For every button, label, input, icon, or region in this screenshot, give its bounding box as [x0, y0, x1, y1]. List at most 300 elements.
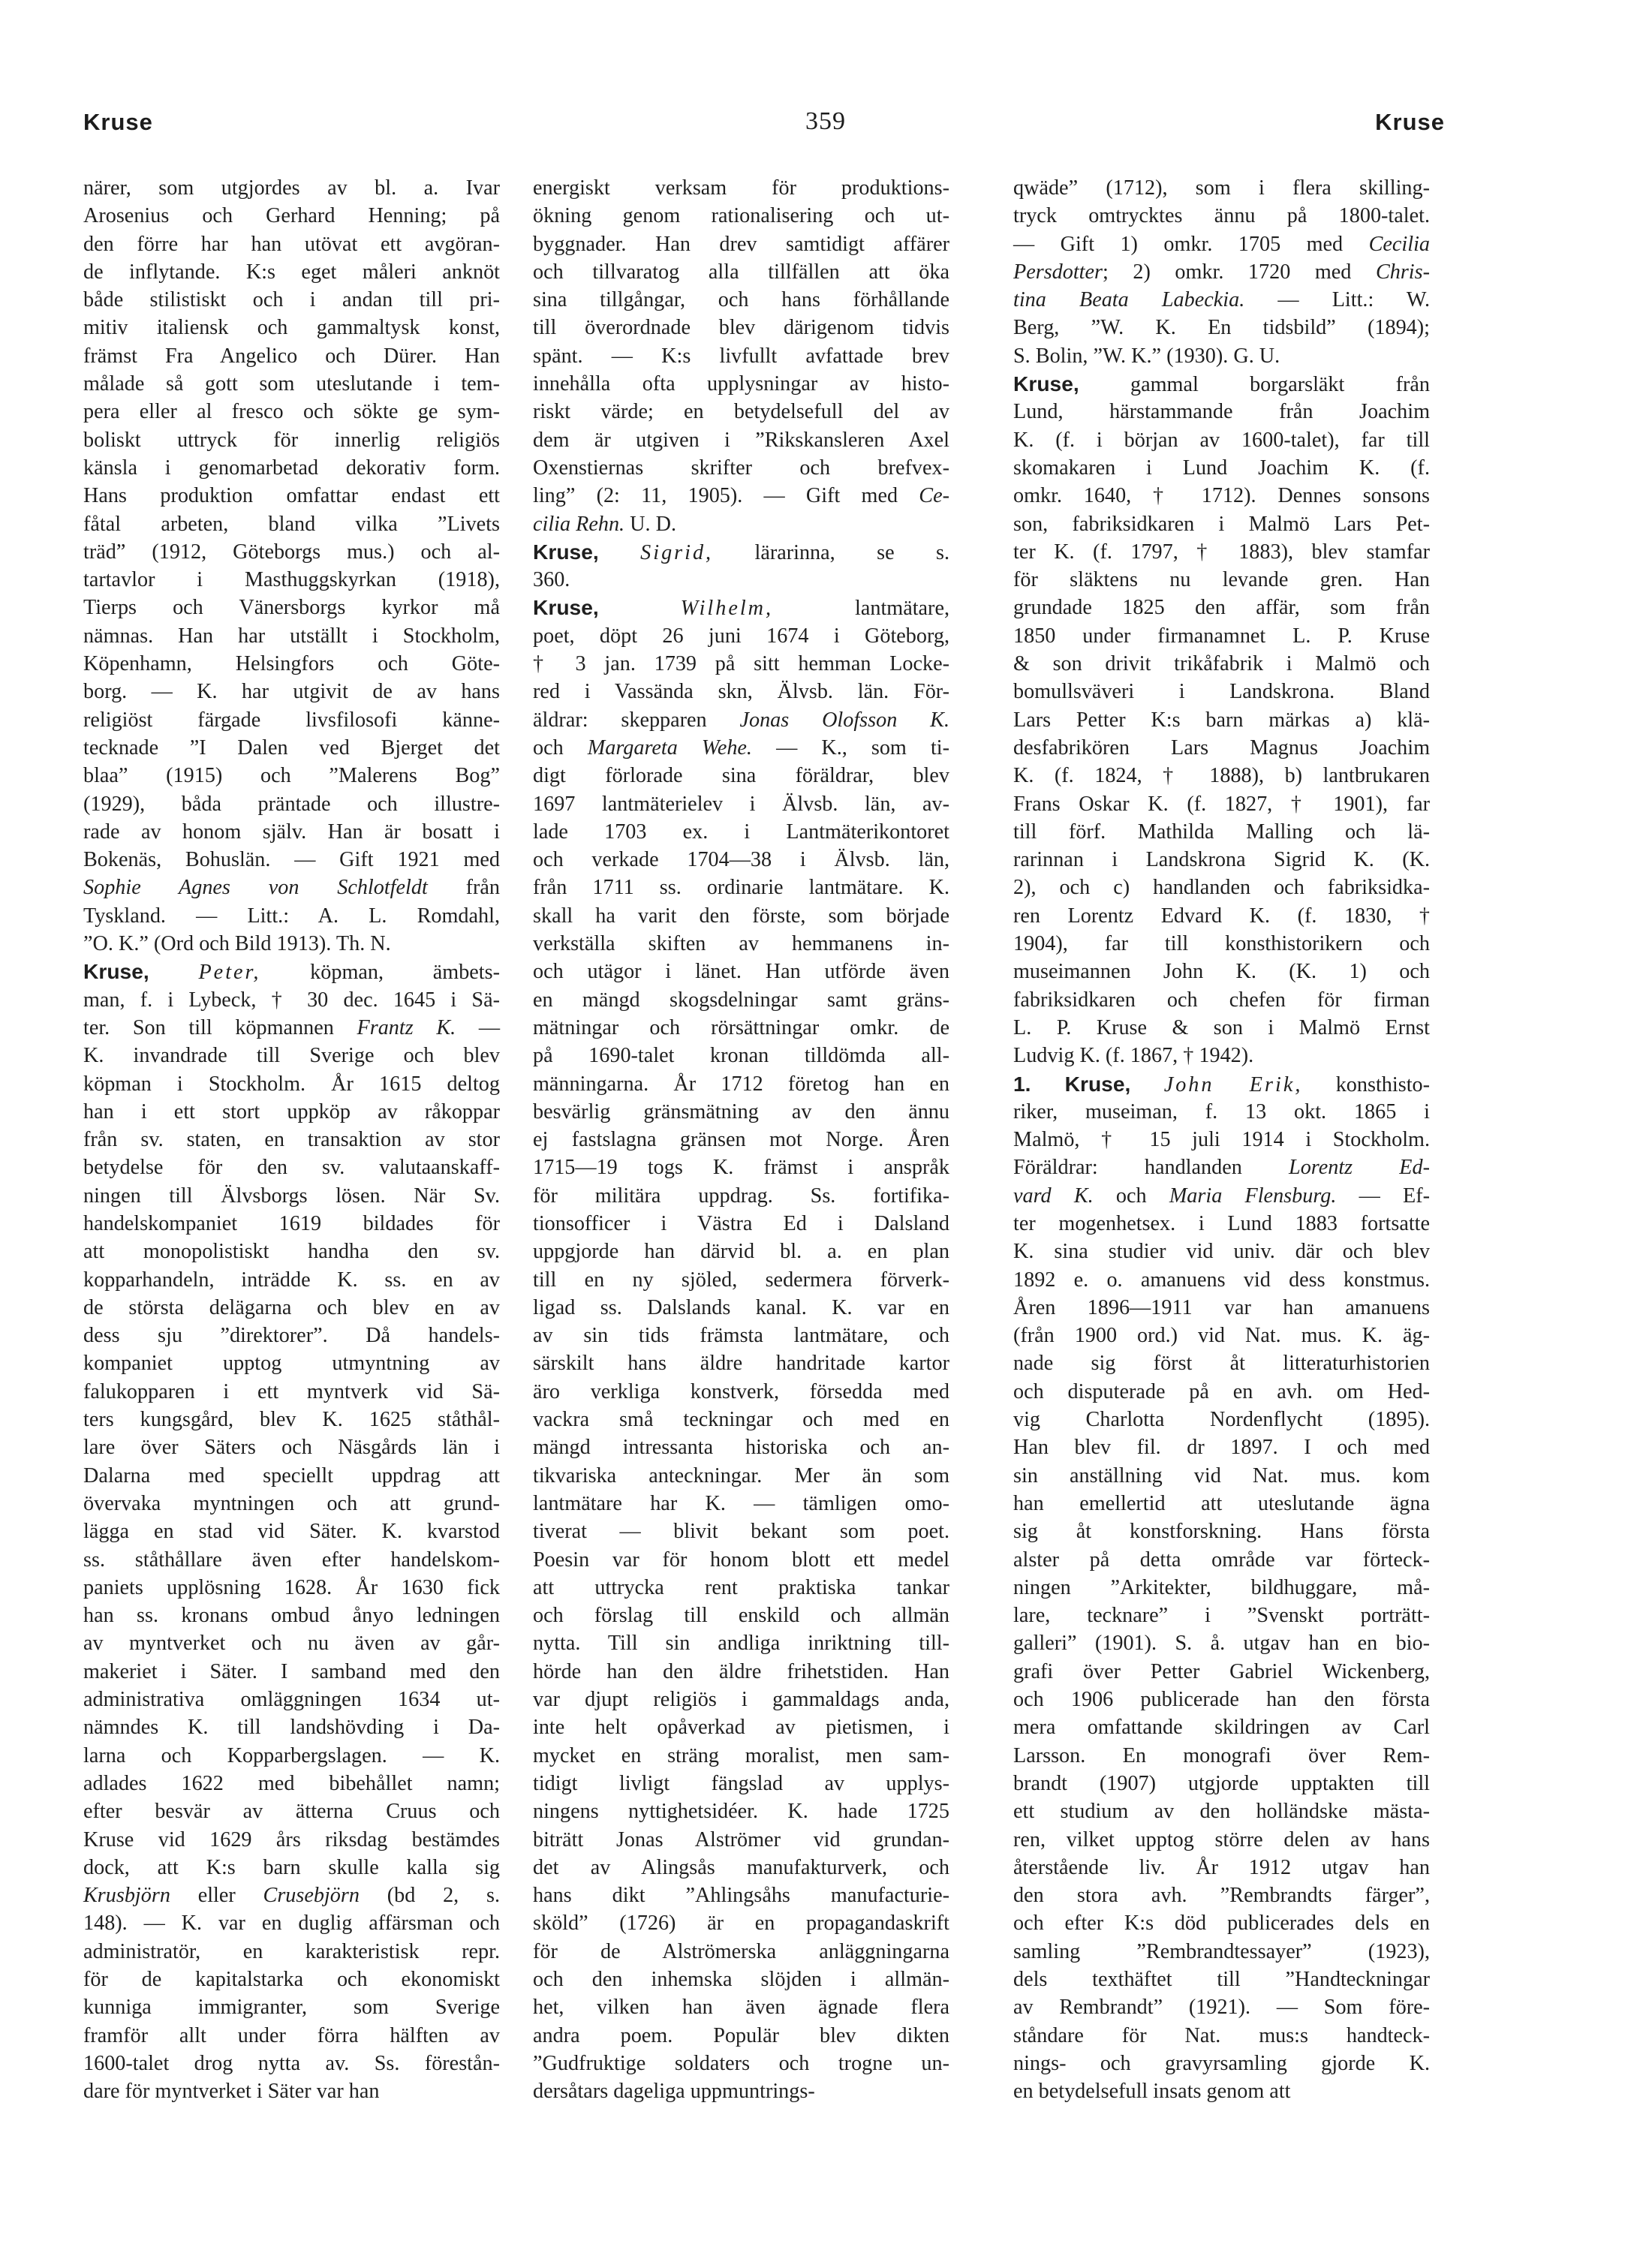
- text-segment: från: [427, 876, 500, 900]
- text-line: [1013, 1322, 1430, 1349]
- text-line: [1013, 874, 1430, 901]
- text-segment: kopparhandeln, inträdde K. ss. en av: [83, 1268, 500, 1292]
- text-segment: borg. — K. har utgivit de av hans: [83, 680, 500, 704]
- text-line: [533, 1993, 949, 2021]
- text-segment: och efter K:s död publicerades dels en: [1013, 1912, 1430, 1936]
- italic-name: Persdotter: [1013, 260, 1103, 284]
- text-segment: desfabrikören Lars Magnus Joachim: [1013, 735, 1430, 760]
- text-segment: samling ”Rembrandtessayer” (1923),: [1013, 1939, 1430, 1963]
- text-line: [83, 1938, 500, 1966]
- text-segment: efter besvär av ätterna Cruus och: [83, 1800, 500, 1824]
- text-segment: lantmätare,: [773, 597, 949, 621]
- text-line: [533, 1966, 949, 1993]
- text-line: [1013, 538, 1430, 566]
- text-segment: Köpenhamn, Helsingfors och Göte-: [83, 652, 500, 676]
- text-line: [533, 1686, 949, 1713]
- text-segment: kompaniet upptog utmyntning av: [83, 1352, 500, 1376]
- text-segment: Han blev fil. dr 1897. I och med: [1013, 1436, 1430, 1460]
- text-line: [533, 230, 949, 258]
- text-line: [83, 1266, 500, 1294]
- text-segment: Tierps och Vänersborgs kyrkor må: [83, 596, 500, 620]
- text-column-2: [533, 174, 949, 2105]
- text-line: [1013, 1042, 1430, 1069]
- text-segment: ren, vilket upptog större delen av hans: [1013, 1827, 1430, 1851]
- text-line: [83, 986, 500, 1014]
- italic-name: vard K.: [1013, 1184, 1094, 1208]
- text-segment: ss. ståthållare även efter handelskom-: [83, 1548, 500, 1572]
- text-segment: 1904), far till konsthistorikern och: [1013, 932, 1430, 956]
- text-line: [83, 510, 500, 538]
- text-segment: mängd intressanta historiska och an-: [533, 1436, 949, 1460]
- text-line: [83, 1770, 500, 1797]
- text-segment: pera eller al fresco och sökte ge sym-: [83, 400, 500, 424]
- text-segment: att uttrycka rent praktiska tankar: [533, 1575, 949, 1599]
- text-line: [533, 1658, 949, 1686]
- text-segment: ningen ”Arkitekter, bildhuggare, må-: [1013, 1575, 1430, 1599]
- italic-name: Sophie Agnes von Schlotfeldt: [83, 876, 428, 900]
- text-segment: han ss. kronans ombud ånyo ledningen: [83, 1604, 500, 1628]
- text-line: [83, 314, 500, 341]
- text-line: [1013, 1938, 1430, 1966]
- text-segment: både stilistiskt och i andan till pri-: [83, 288, 500, 312]
- text-segment: av sin tids främsta lantmätare, och: [533, 1324, 949, 1348]
- text-line: [83, 1154, 500, 1181]
- text-line: [1013, 678, 1430, 705]
- text-line: [83, 1210, 500, 1238]
- text-line: [533, 566, 949, 594]
- text-line: [1013, 1546, 1430, 1574]
- text-line: [1013, 1182, 1430, 1210]
- text-line: [533, 1378, 949, 1406]
- text-segment: sig åt konstforskning. Hans första: [1013, 1520, 1430, 1544]
- text-segment: ett studium av den holländske mästa-: [1013, 1800, 1430, 1824]
- text-segment: nytta. Till sin andliga inriktning till-: [533, 1632, 949, 1656]
- text-segment: tryck omtrycktes ännu på 1800-talet.: [1013, 204, 1430, 228]
- text-segment: ren Lorentz Edvard K. (f. 1830, †: [1013, 904, 1430, 928]
- text-line: [1013, 1266, 1430, 1294]
- text-segment: för de kapitalstarka och ekonomiskt: [83, 1968, 500, 1991]
- text-line: [533, 1770, 949, 1797]
- text-segment: besvärlig gränsmätning av den ännu: [533, 1099, 949, 1124]
- text-segment: bomullsväveri i Landskrona. Bland: [1013, 680, 1430, 704]
- text-line: [1013, 454, 1430, 482]
- text-line: [83, 1546, 500, 1574]
- spaced-forename: Wilhelm,: [680, 597, 774, 621]
- text-line: [83, 1433, 500, 1461]
- text-line: [533, 1098, 949, 1126]
- text-segment: [599, 597, 681, 620]
- text-segment: Bokenäs, Bohuslän. — Gift 1921 med: [83, 848, 500, 872]
- text-line: [1013, 1574, 1430, 1602]
- text-line: [83, 1238, 500, 1265]
- text-segment: och förslag till enskild och allmän: [533, 1604, 949, 1628]
- text-line: [83, 1182, 500, 1210]
- text-segment: ståndare för Nat. mus:s handteck-: [1013, 2023, 1430, 2047]
- text-segment: Hans produktion omfattar endast ett: [83, 484, 500, 508]
- text-line: [1013, 174, 1430, 202]
- text-line: [1013, 2050, 1430, 2077]
- text-segment: [599, 541, 640, 564]
- text-line: [83, 1014, 500, 1042]
- text-segment: köpman i Stockholm. År 1615 deltog: [83, 1072, 500, 1096]
- text-line: [1013, 1686, 1430, 1713]
- text-line: [1013, 1826, 1430, 1854]
- text-line: [1013, 1797, 1430, 1825]
- text-segment: Poesin var för honom blott ett medel: [533, 1548, 949, 1572]
- text-segment: qwäde” (1712), som i flera skilling-: [1013, 176, 1430, 200]
- text-line: [1013, 370, 1430, 398]
- text-line: [533, 426, 949, 454]
- text-segment: mitiv italiensk och gammaltysk konst,: [83, 316, 500, 340]
- text-segment: Malmö, † 15 juli 1914 i Stockholm.: [1013, 1128, 1430, 1152]
- text-line: [1013, 1909, 1430, 1937]
- text-segment: tidigt livligt fängslad av upplys-: [533, 1771, 949, 1795]
- text-segment: från 1711 ss. ordinarie lantmätare. K.: [533, 876, 949, 900]
- text-segment: administrativa omläggningen 1634 ut-: [83, 1688, 500, 1712]
- text-segment: och disputerade på en avh. om Hed-: [1013, 1379, 1430, 1403]
- text-segment: den förre har han utövat ett avgöran-: [83, 232, 500, 256]
- text-segment: digt förlorade sina föräldrar, blev: [533, 764, 949, 788]
- text-line: [533, 1629, 949, 1657]
- italic-name: Krusbjörn: [83, 1884, 170, 1908]
- text-segment: innehålla ofta upplysningar av histo-: [533, 372, 949, 396]
- text-line: [1013, 286, 1430, 314]
- text-line: [1013, 398, 1430, 426]
- text-segment: tiverat — blivit bekant som poet.: [533, 1520, 949, 1544]
- text-line: [83, 258, 500, 286]
- text-segment: vackra små teckningar och med en: [533, 1408, 949, 1432]
- text-line: [533, 902, 949, 930]
- text-line: [533, 1797, 949, 1825]
- text-line: [83, 398, 500, 426]
- text-segment: lantmätare har K. — tämligen omo-: [533, 1491, 949, 1515]
- text-segment: de inflytande. K:s eget måleri anknöt: [83, 260, 500, 284]
- text-segment: skomakaren i Lund Joachim K. (f.: [1013, 456, 1430, 480]
- text-line: [1013, 706, 1430, 734]
- text-line: [533, 1294, 949, 1322]
- text-segment: 360.: [533, 568, 570, 592]
- text-segment: rarinnan i Landskrona Sigrid K. (K.: [1013, 848, 1430, 872]
- text-segment: paniets upplösning 1628. År 1630 fick: [83, 1575, 500, 1599]
- text-segment: lare över Säters och Näsgårds län i: [83, 1436, 500, 1460]
- text-line: [533, 398, 949, 426]
- text-line: [533, 314, 949, 341]
- text-segment: 1600-talet drog nytta av. Ss. förestån-: [83, 2051, 500, 2075]
- text-line: [533, 846, 949, 874]
- text-segment: att monopolistiskt handha den sv.: [83, 1240, 500, 1264]
- text-line: [1013, 930, 1430, 958]
- text-segment: gammal borgarsläkt från: [1079, 373, 1430, 397]
- text-segment: son, fabriksidkaren i Malmö Lars Pet-: [1013, 512, 1430, 536]
- text-line: [83, 902, 500, 930]
- text-line: [533, 1882, 949, 1909]
- text-segment: Ludvig K. (f. 1867, † 1942).: [1013, 1044, 1254, 1068]
- text-line: [83, 1797, 500, 1825]
- text-segment: fåtal arbeten, bland vilka ”Livets: [83, 512, 500, 536]
- text-line: [533, 1433, 949, 1461]
- text-line: [83, 370, 500, 398]
- text-line: [533, 1462, 949, 1490]
- text-line: [533, 958, 949, 985]
- text-segment: ”Gudfruktige soldaters och trogne un-: [533, 2051, 949, 2075]
- text-line: [1013, 762, 1430, 790]
- text-segment: ningens nyttighetsidéer. K. hade 1725: [533, 1800, 949, 1824]
- text-line: [83, 2022, 500, 2050]
- text-segment: makeriet i Säter. I samband med den: [83, 1659, 500, 1683]
- text-segment: den stora avh. ”Rembrandts färger”,: [1013, 1884, 1430, 1908]
- text-segment: och verkade 1704—38 i Älvsb. län,: [533, 848, 949, 872]
- text-line: [1013, 1770, 1430, 1797]
- text-segment: poet, döpt 26 juni 1674 i Göteborg,: [533, 624, 949, 648]
- text-line: [83, 174, 500, 202]
- text-column-3: [1013, 174, 1430, 2105]
- text-segment: † 3 jan. 1739 på sitt hemman Locke-: [533, 652, 949, 676]
- text-line: [1013, 1294, 1430, 1322]
- text-segment: äro verkliga konstverk, försedda med: [533, 1379, 949, 1403]
- text-line: [83, 1909, 500, 1937]
- text-line: [533, 986, 949, 1014]
- text-line: [533, 1938, 949, 1966]
- text-segment: nings- och gravyrsamling gjorde K.: [1013, 2051, 1430, 2075]
- text-segment: och: [1093, 1184, 1169, 1208]
- text-line: [533, 1210, 949, 1238]
- text-line: [533, 342, 949, 370]
- running-head-left: Kruse: [83, 109, 153, 135]
- text-line: [1013, 258, 1430, 286]
- text-segment: K. (f. i början av 1600-talet), far till: [1013, 428, 1430, 452]
- text-line: [83, 482, 500, 510]
- text-line: [1013, 1154, 1430, 1181]
- text-segment: Arosenius och Gerhard Henning; på: [83, 204, 500, 228]
- text-line: [533, 1266, 949, 1294]
- text-segment: de största delägarna och blev en av: [83, 1295, 500, 1319]
- text-segment: U. D.: [624, 512, 677, 536]
- text-line: [533, 1854, 949, 1882]
- text-line: [533, 1042, 949, 1069]
- text-segment: handelskompaniet 1619 bildades för: [83, 1211, 500, 1235]
- text-line: [533, 706, 949, 734]
- text-segment: ling” (2: 11, 1905). — Gift med: [533, 484, 919, 508]
- text-segment: religiöst färgade livsfilosofi känne-: [83, 708, 500, 732]
- text-segment: tionsofficer i Västra Ed i Dalsland: [533, 1211, 949, 1235]
- entry-headword: Kruse,: [533, 539, 599, 564]
- text-segment: Lars Petter K:s barn märkas a) klä-: [1013, 708, 1430, 732]
- text-segment: verkställa skiften av hemmanens in-: [533, 932, 949, 956]
- text-line: [1013, 790, 1430, 818]
- text-segment: rade av honom själv. Han är bosatt i: [83, 820, 500, 844]
- text-line: [533, 510, 949, 538]
- text-line: [83, 538, 500, 566]
- text-segment: ter K. (f. 1797, † 1883), blev stamfar: [1013, 540, 1430, 564]
- text-segment: från sv. staten, en transaktion av stor: [83, 1128, 500, 1152]
- text-line: [83, 1686, 500, 1713]
- text-segment: [1130, 1073, 1163, 1096]
- text-line: [1013, 1406, 1430, 1433]
- text-line: [1013, 818, 1430, 846]
- text-line: [1013, 1098, 1430, 1126]
- text-segment: biträtt Jonas Alströmer vid grundan-: [533, 1827, 949, 1851]
- text-line: [83, 930, 500, 958]
- text-segment: återstående liv. År 1912 utgav han: [1013, 1855, 1430, 1879]
- text-line: [83, 846, 500, 874]
- text-segment: Tyskland. — Litt.: A. L. Romdahl,: [83, 904, 500, 928]
- text-segment: skall ha varit den förste, som började: [533, 904, 949, 928]
- text-line: [1013, 734, 1430, 762]
- text-line: [83, 1490, 500, 1518]
- text-line: [1013, 1966, 1430, 1993]
- text-line: [533, 2050, 949, 2077]
- text-segment: (1929), båda präntade och illustre-: [83, 792, 500, 816]
- text-line: [1013, 1238, 1430, 1265]
- text-segment: tartavlor i Masthuggskyrkan (1918),: [83, 568, 500, 592]
- text-line: [83, 958, 500, 985]
- text-segment: och utägor i länet. Han utförde även: [533, 960, 949, 984]
- text-segment: Berg, ”W. K. En tidsbild” (1894);: [1013, 316, 1430, 340]
- text-line: [533, 482, 949, 510]
- text-line: [1013, 986, 1430, 1014]
- text-segment: och 1906 publicerade han den första: [1013, 1688, 1430, 1712]
- italic-name: Maria Flensburg.: [1169, 1184, 1337, 1208]
- text-segment: eller: [170, 1884, 263, 1908]
- text-segment: för släktens nu levande gren. Han: [1013, 568, 1430, 592]
- spaced-forename: Peter,: [198, 961, 261, 985]
- text-segment: (bd 2, s.: [359, 1884, 500, 1908]
- text-line: [533, 1406, 949, 1433]
- text-segment: ej fastslagna gränsen mot Norge. Åren: [533, 1128, 949, 1152]
- text-line: [533, 678, 949, 705]
- text-segment: ters kungsgård, blev K. 1625 ståthål-: [83, 1408, 500, 1432]
- text-segment: & son drivit trikåfabrik i Malmö och: [1013, 652, 1430, 676]
- text-segment: lägga en stad vid Säter. K. kvarstod: [83, 1520, 500, 1544]
- text-line: [1013, 1658, 1430, 1686]
- text-line: [533, 1349, 949, 1377]
- text-line: [1013, 1742, 1430, 1770]
- text-segment: och den inhemska slöjden i allmän-: [533, 1968, 949, 1991]
- text-line: [83, 454, 500, 482]
- text-line: [1013, 1518, 1430, 1545]
- text-segment: dess sju ”direktorer”. Då handels-: [83, 1324, 500, 1348]
- text-segment: av Rembrandt” (1921). — Som före-: [1013, 1996, 1430, 2020]
- text-line: [83, 1462, 500, 1490]
- text-segment: administratör, en karakteristisk repr.: [83, 1939, 500, 1963]
- text-line: [83, 1518, 500, 1545]
- text-line: [83, 818, 500, 846]
- text-segment: målade så gott som uteslutande i tem-: [83, 372, 500, 396]
- text-line: [533, 538, 949, 566]
- text-segment: riker, museiman, f. 13 okt. 1865 i: [1013, 1099, 1430, 1124]
- text-line: [1013, 1854, 1430, 1882]
- text-segment: han emellertid att uteslutande ägna: [1013, 1491, 1430, 1515]
- text-line: [533, 1574, 949, 1602]
- text-segment: Oxenstiernas skrifter och brefvex-: [533, 456, 949, 480]
- text-line: [533, 1070, 949, 1098]
- text-segment: lade 1703 ex. i Lantmäterikontoret: [533, 820, 949, 844]
- text-line: [83, 790, 500, 818]
- text-segment: framför allt under förra hälften av: [83, 2023, 500, 2047]
- text-line: [533, 818, 949, 846]
- text-line: [533, 2077, 949, 2105]
- text-line: [83, 1882, 500, 1909]
- text-segment: inte helt opåverkad av pietismen, i: [533, 1716, 949, 1740]
- text-line: [1013, 2077, 1430, 2105]
- text-segment: 1850 under firmanamnet L. P. Kruse: [1013, 624, 1430, 648]
- text-line: [1013, 1713, 1430, 1741]
- text-segment: 1892 e. o. amanuens vid dess konstmus.: [1013, 1268, 1430, 1292]
- text-line: [1013, 846, 1430, 874]
- text-line: [83, 342, 500, 370]
- text-segment: blaa” (1915) och ”Malerens Bog”: [83, 764, 500, 788]
- entry-headword: Kruse,: [533, 595, 599, 620]
- text-segment: K. invandrade till Sverige och blev: [83, 1044, 500, 1068]
- italic-name: Ce-: [919, 484, 949, 508]
- text-line: [1013, 650, 1430, 678]
- text-segment: sin anställning vid Nat. mus. kom: [1013, 1463, 1430, 1487]
- text-segment: främst Fra Angelico och Dürer. Han: [83, 344, 500, 368]
- text-line: [533, 1182, 949, 1210]
- italic-name: Chris-: [1375, 260, 1430, 284]
- text-line: [533, 370, 949, 398]
- text-line: [83, 1658, 500, 1686]
- text-line: [83, 706, 500, 734]
- text-line: [1013, 1629, 1430, 1657]
- text-line: [533, 930, 949, 958]
- text-segment: en mängd skogsdelningar samt gräns-: [533, 988, 949, 1012]
- spaced-forename: Sigrid,: [640, 540, 714, 564]
- text-line: [1013, 594, 1430, 621]
- text-line: [83, 650, 500, 678]
- italic-name: Cecilia: [1368, 232, 1430, 256]
- text-segment: ter mogenhetsex. i Lund 1883 fortsatte: [1013, 1211, 1430, 1235]
- text-line: [533, 2022, 949, 2050]
- text-segment: Kruse vid 1629 års riksdag bestämdes: [83, 1827, 500, 1851]
- text-segment: det av Alingsås manufakturverk, och: [533, 1855, 949, 1879]
- text-segment: dare för myntverket i Säter var han: [83, 2080, 380, 2104]
- text-segment: Lund, härstammande från Joachim: [1013, 400, 1430, 424]
- text-line: [533, 1742, 949, 1770]
- text-line: [83, 2077, 500, 2105]
- text-segment: ökning genom rationalisering och ut-: [533, 204, 949, 228]
- text-segment: till överordnade blev därigenom tidvis: [533, 316, 949, 340]
- text-segment: 2), och c) handlanden och fabriksidka-: [1013, 876, 1430, 900]
- text-line: [83, 1042, 500, 1069]
- italic-name: Margareta Wehe.: [587, 735, 752, 760]
- text-line: [533, 1602, 949, 1629]
- text-line: [533, 1546, 949, 1574]
- text-line: [83, 1098, 500, 1126]
- entry-headword: Kruse,: [1013, 371, 1079, 396]
- text-line: [1013, 1349, 1430, 1377]
- text-segment: S. Bolin, ”W. K.” (1930). G. U.: [1013, 344, 1280, 368]
- text-line: [1013, 1378, 1430, 1406]
- text-segment: grundade 1825 den affär, som från: [1013, 596, 1430, 620]
- entry-headword: Kruse,: [83, 959, 149, 984]
- text-segment: red i Vassända skn, Älvsb. län. För-: [533, 680, 949, 704]
- text-line: [533, 874, 949, 901]
- text-line: [1013, 622, 1430, 650]
- text-line: [83, 734, 500, 762]
- text-segment: Larsson. En monografi över Rem-: [1013, 1743, 1430, 1767]
- text-segment: falukopparen i ett myntverk vid Sä-: [83, 1379, 500, 1403]
- text-segment: av myntverket och nu även av går-: [83, 1632, 500, 1656]
- text-segment: Föräldrar: handlanden: [1013, 1156, 1289, 1180]
- text-line: [1013, 230, 1430, 258]
- text-line: [1013, 426, 1430, 454]
- text-segment: mätningar och rörsättningar omkr. de: [533, 1015, 949, 1039]
- text-segment: het, vilken han även ägnade flera: [533, 1996, 949, 2020]
- text-segment: — K., som ti-: [751, 735, 949, 760]
- text-line: [533, 174, 949, 202]
- text-line: [533, 202, 949, 230]
